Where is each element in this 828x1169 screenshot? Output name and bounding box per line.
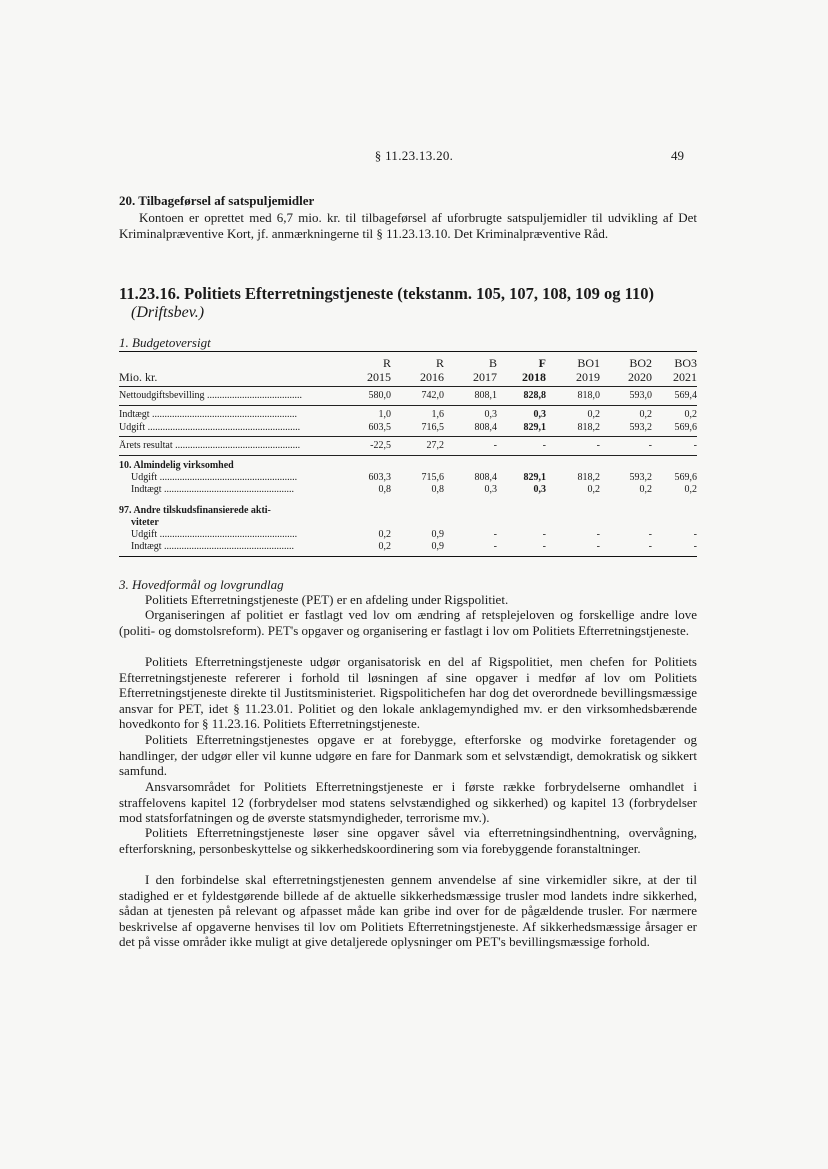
main-account-subtitle: (Driftsbev.) <box>131 304 205 321</box>
cell: 593,2 <box>629 472 652 483</box>
col-year: 2018 <box>522 370 546 384</box>
cell: 0,2 <box>684 484 697 495</box>
col-type: B <box>488 356 497 370</box>
purpose-paragraph: Politiets Efterretningstjeneste løser sine opgaver såvel via efterretningsindhentning, overvågning, efterforskning, personbeskyttelse og sikkerhedskoordinering som via forebyggende foranstaltninger. <box>119 825 697 856</box>
table-rule <box>119 405 697 406</box>
row-label: Udgift ............................................................. <box>119 422 301 433</box>
cell: - <box>693 529 697 540</box>
subaccount-97-title-cont: viteter <box>131 517 159 528</box>
col-type: BO1 <box>577 356 600 370</box>
purpose-heading: 3. Hovedformål og lovgrundlag <box>119 577 284 592</box>
purpose-paragraph: Politiets Efterretningstjeneste udgør organisatorisk en del af Rigspolitiet, men chefen for Politiets Efterretningstjeneste refererer i forhold til løsningen af sine opgaver i medfør af lov om Politiets Efterretningstjeneste direkte til Justitsministeriet. Rigspolitichefen har dog det overordnede bevillingsmæssige ansvar for PET, idet § 11.23.01. Politiet og den lokale anklagemyndighed mv. er den virksomhedsbærende hovedkonto for § 11.23.16. Politiets Efterretningstjeneste. <box>119 654 697 732</box>
section-20-body: Kontoen er oprettet med 6,7 mio. kr. til tilbageførsel af uforbrugte satspuljemidler til udvikling af Det Kriminalpræventive Kort, jf. anmærkningerne til § 11.23.13.10. Det Kriminalpræventive Råd. <box>119 210 697 241</box>
cell: - <box>648 541 652 552</box>
purpose-paragraph: Politiets Efterretningstjenestes opgave er at forebygge, efterforske og modvirke foretagender og handlinger, der udgør eller vil kunne udgøre en fare for Danmark som et selvstændigt, demokratisk og sikkert samfund. <box>119 732 697 779</box>
row-label: Indtægt .................................................... <box>131 484 295 495</box>
cell: 0,3 <box>533 409 546 420</box>
cell: - <box>493 529 497 540</box>
cell: 715,6 <box>421 472 444 483</box>
cell: 0,2 <box>378 541 391 552</box>
cell: 569,6 <box>674 472 697 483</box>
cell: 818,2 <box>577 422 600 433</box>
cell: 0,2 <box>684 409 697 420</box>
cell: 0,8 <box>431 484 444 495</box>
col-year: 2015 <box>367 370 391 384</box>
col-type: F <box>538 356 546 370</box>
cell: 0,2 <box>587 409 600 420</box>
table-row <box>119 390 697 402</box>
cell: 829,1 <box>523 422 546 433</box>
cell: 808,4 <box>474 472 497 483</box>
cell: 0,2 <box>378 529 391 540</box>
cell: 603,5 <box>368 422 391 433</box>
col-year: 2020 <box>628 370 652 384</box>
purpose-paragraph: Politiets Efterretningstjeneste (PET) er en afdeling under Rigspolitiet. <box>145 592 509 607</box>
cell: 0,2 <box>639 409 652 420</box>
cell: 808,4 <box>474 422 497 433</box>
purpose-paragraph: I den forbindelse skal efterretningstjenesten gennem anvendelse af sine virkemidler sikre, at der til stadighed er et fyldestgørende billede af de aktuelle sikkerhedsmæssige trusler mod landets indre sikkerhed, sådan at tjenesten på relevant og afpasset måde kan gribe ind over for de pågældende trusler. For nærmere beskrivelse af opgaverne henvises til lov om Politiets Efterretningstjeneste. Af sikkerhedsmæssige årsager er det på visse områder ikke muligt at give detaljerede oplysninger om PET's bevillingsmæssige forhold. <box>119 872 697 950</box>
table-row <box>119 529 697 541</box>
table-row <box>119 541 697 553</box>
table-top-rule <box>119 351 697 352</box>
row-label: Årets resultat .................................................. <box>119 440 301 451</box>
col-type: R <box>435 356 444 370</box>
cell: - <box>648 440 652 451</box>
col-year: 2017 <box>473 370 497 384</box>
cell: 0,3 <box>484 484 497 495</box>
cell: 716,5 <box>421 422 444 433</box>
cell: - <box>693 440 697 451</box>
table-row <box>119 422 697 434</box>
col-type: R <box>382 356 391 370</box>
cell: - <box>493 440 497 451</box>
cell: 1,0 <box>378 409 391 420</box>
table-row <box>119 472 697 484</box>
table-header-row <box>119 356 697 386</box>
cell: - <box>648 529 652 540</box>
cell: 0,3 <box>533 484 546 495</box>
cell: 593,2 <box>629 422 652 433</box>
page-number: 49 <box>671 148 684 163</box>
row-label: Udgift ....................................................... <box>131 472 298 483</box>
row-label: Nettoudgiftsbevilling ...................................... <box>119 390 303 401</box>
cell: - <box>493 541 497 552</box>
table-rule <box>119 436 697 437</box>
cell: - <box>596 541 600 552</box>
table-row <box>119 440 697 452</box>
cell: 742,0 <box>421 390 444 401</box>
running-header-section: § 11.23.13.20. <box>374 148 454 163</box>
row-label: Udgift ....................................................... <box>131 529 298 540</box>
cell: 27,2 <box>426 440 444 451</box>
cell: - <box>596 529 600 540</box>
table-rule <box>119 455 697 456</box>
cell: 0,3 <box>484 409 497 420</box>
col-year: 2021 <box>673 370 697 384</box>
row-label: Indtægt .......................................................... <box>119 409 298 420</box>
cell: - <box>542 440 546 451</box>
unit-label: Mio. kr. <box>119 370 158 384</box>
cell: 0,2 <box>587 484 600 495</box>
subaccount-10-title: 10. Almindelig virksomhed <box>119 460 234 471</box>
col-year: 2016 <box>420 370 444 384</box>
row-label: Indtægt .................................................... <box>131 541 295 552</box>
cell: 0,9 <box>431 529 444 540</box>
table-bottom-rule <box>119 556 697 557</box>
cell: 569,6 <box>674 422 697 433</box>
cell: 808,1 <box>474 390 497 401</box>
section-20-heading: 20. Tilbageførsel af satspuljemidler <box>119 193 315 208</box>
cell: 829,1 <box>523 472 546 483</box>
main-account-heading: 11.23.16. Politiets Efterretningstjeneste (tekstanm. 105, 107, 108, 109 og 110) <box>119 284 654 303</box>
purpose-paragraph: Ansvarsområdet for Politiets Efterretningstjeneste er i første række forbrydelserne omhandlet i straffelovens kapitel 12 (forbrydelser mod statens selvstændighed og sikkerhed) og kapitel 13 (forbrydelser mod statsforfatningen og de øverste statsmyndigheder, terrorisme mv.). <box>119 779 697 826</box>
cell: - <box>596 440 600 451</box>
col-year: 2019 <box>576 370 600 384</box>
cell: 828,8 <box>523 390 546 401</box>
budget-heading: 1. Budgetoversigt <box>119 335 211 350</box>
table-rule <box>119 386 697 387</box>
cell: 818,2 <box>577 472 600 483</box>
cell: 569,4 <box>674 390 697 401</box>
cell: - <box>542 541 546 552</box>
cell: 0,2 <box>639 484 652 495</box>
cell: - <box>542 529 546 540</box>
table-row <box>119 484 697 496</box>
subaccount-97-title: 97. Andre tilskudsfinansierede akti- <box>119 505 271 516</box>
cell: -22,5 <box>370 440 391 451</box>
cell: 0,8 <box>378 484 391 495</box>
table-row <box>119 409 697 421</box>
cell: - <box>693 541 697 552</box>
cell: 0,9 <box>431 541 444 552</box>
col-type: BO3 <box>674 356 697 370</box>
purpose-paragraph: Organiseringen af politiet er fastlagt ved lov om ændring af retsplejeloven og forskellige andre love (politi- og domstolsreform). PET's opgaver og organisering er fastlagt i lov om Politiets Efterretningstjeneste. <box>119 607 697 638</box>
cell: 603,3 <box>368 472 391 483</box>
cell: 593,0 <box>629 390 652 401</box>
cell: 818,0 <box>577 390 600 401</box>
cell: 1,6 <box>431 409 444 420</box>
col-type: BO2 <box>629 356 652 370</box>
cell: 580,0 <box>368 390 391 401</box>
